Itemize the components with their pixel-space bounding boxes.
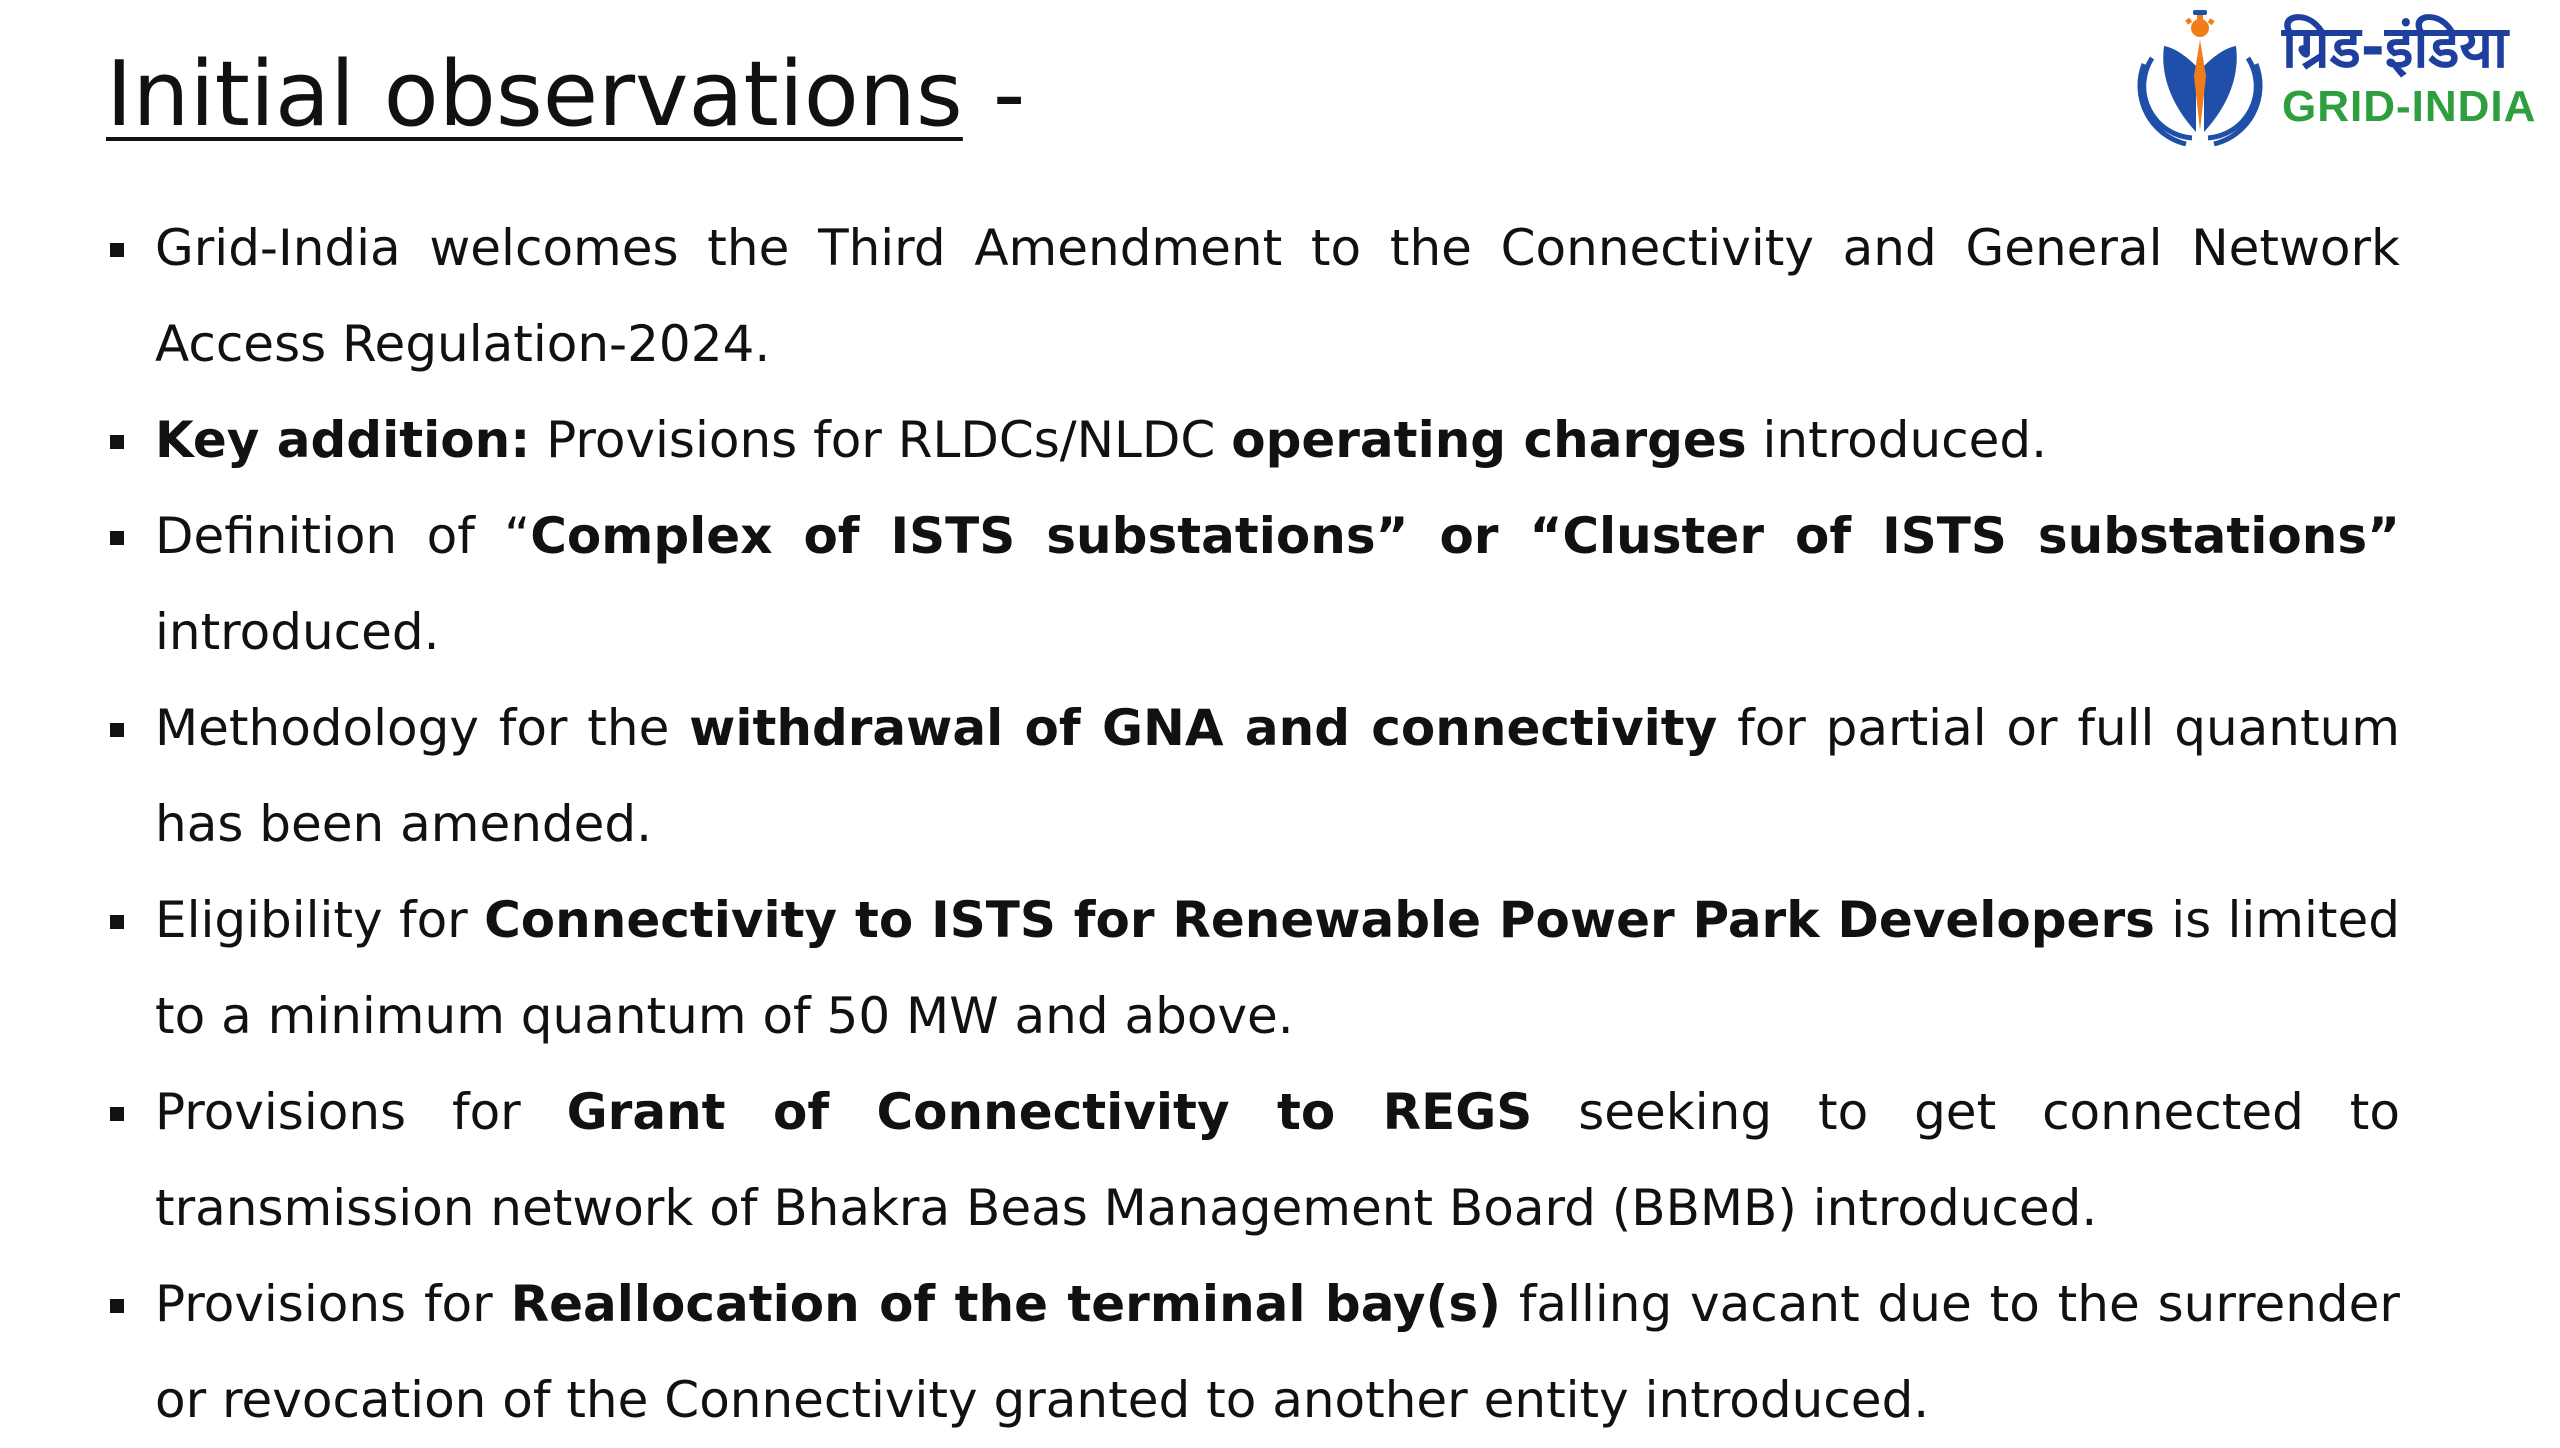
- bullet-text-bold: Complex of ISTS substations” or “Cluster of ISTS substations”: [530, 507, 2401, 565]
- bullet-text: falling vacant due to the surrender or revocation of the Connectivity granted to another entity introduced.: [155, 1275, 2400, 1429]
- slide-title-text: Initial observations: [106, 42, 963, 147]
- bullet-item: [110, 488, 2400, 680]
- bullet-text: Methodology for the: [155, 699, 690, 757]
- bullet-text: Definition of “: [155, 507, 531, 565]
- bullet-text: seeking to get connected to transmission network of Bhakra Beas Management Board (BBMB) introduced.: [155, 1083, 2400, 1237]
- square-bullet-icon: [110, 1299, 124, 1313]
- grid-india-emblem-icon: [2130, 6, 2270, 146]
- slide-title: [106, 40, 1025, 150]
- slide-title-suffix: -: [992, 42, 1026, 147]
- square-bullet-icon: [110, 531, 124, 545]
- bullet-text-bold: Reallocation of the terminal bay(s): [510, 1275, 1501, 1333]
- bullet-text: Provisions for: [155, 1275, 511, 1333]
- bullet-text: introduced.: [1746, 411, 2048, 469]
- square-bullet-icon: [110, 435, 124, 449]
- bullet-text-bold: Connectivity to ISTS for Renewable Power Park Developers: [484, 891, 2155, 949]
- logo-hindi-text: ग्रिड-इंडिया: [2282, 13, 2509, 81]
- bullet-text: Grid-India welcomes the Third Amendment to the Connectivity and General Network Access Regulation-2024.: [155, 219, 2400, 373]
- square-bullet-icon: [110, 915, 124, 929]
- logo-english-text: GRID-INDIA: [2282, 82, 2537, 131]
- grid-india-logo: [2130, 6, 2550, 146]
- bullet-item: [110, 200, 2400, 392]
- bullet-text-bold: withdrawal of GNA and connectivity: [689, 699, 1718, 757]
- square-bullet-icon: [110, 723, 124, 737]
- bullet-item: [110, 680, 2400, 872]
- bullet-text-bold: Grant of Connectivity to REGS: [566, 1083, 1533, 1141]
- bullet-text: is limited to a minimum quantum of 50 MW and above.: [155, 891, 2401, 1045]
- bullet-item: [110, 392, 2400, 488]
- bullet-item: [110, 872, 2400, 1064]
- bullet-text: Provisions for RLDCs/NLDC: [530, 411, 1232, 469]
- square-bullet-icon: [110, 1107, 124, 1121]
- bullet-item: [110, 1064, 2400, 1256]
- bullet-text: Eligibility for: [155, 891, 485, 949]
- bullet-text: introduced.: [155, 603, 440, 661]
- square-bullet-icon: [110, 243, 124, 257]
- bullet-text: for partial or full quantum has been amended.: [155, 699, 2400, 853]
- bullet-text-bold: Key addition:: [155, 411, 531, 469]
- bullet-text-bold: operating charges: [1231, 411, 1747, 469]
- bullet-text: Provisions for: [155, 1083, 567, 1141]
- observations-list: [110, 200, 2400, 1448]
- bullet-item: [110, 1256, 2400, 1448]
